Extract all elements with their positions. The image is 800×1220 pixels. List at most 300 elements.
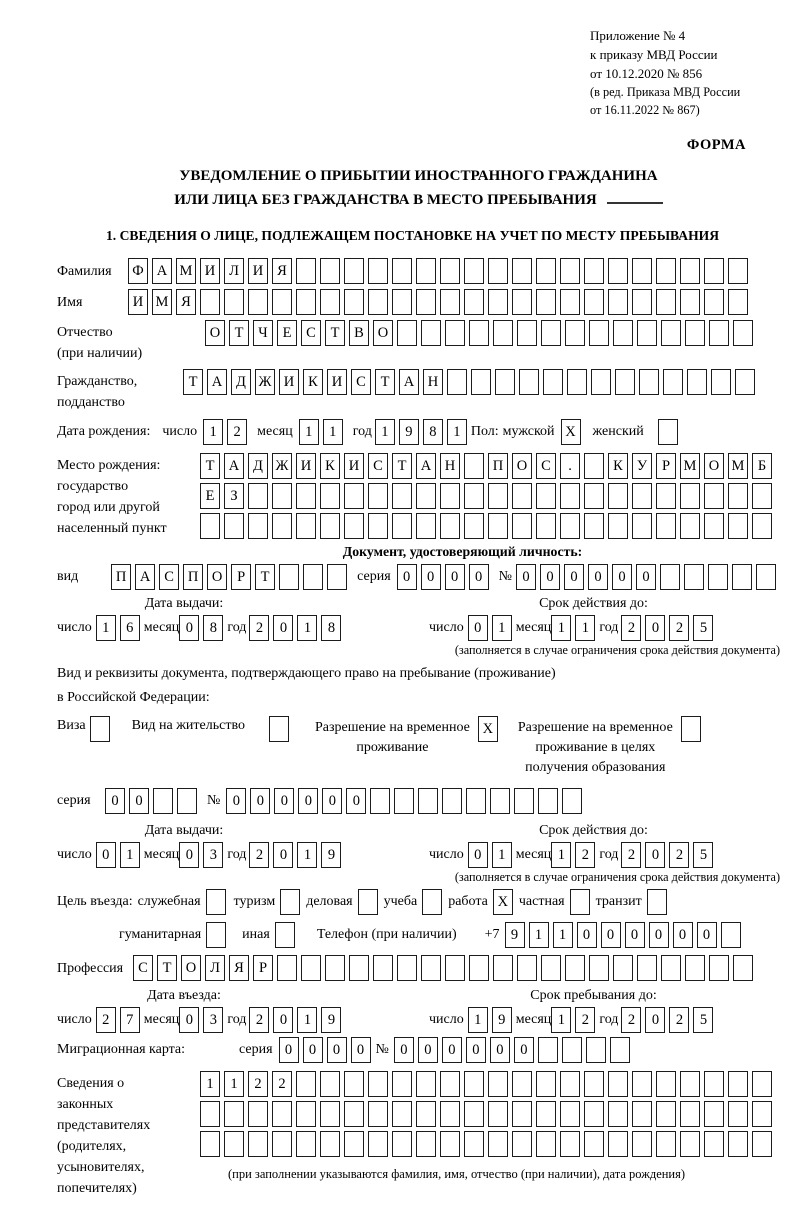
char-cell[interactable] — [752, 1131, 772, 1157]
char-cell[interactable]: 9 — [399, 419, 419, 445]
char-cell[interactable]: 0 — [226, 788, 246, 814]
char-cell[interactable]: 0 — [346, 788, 366, 814]
temp-permit-edu-checkbox[interactable] — [681, 716, 701, 742]
char-cell[interactable]: 0 — [601, 922, 621, 948]
char-cell[interactable] — [495, 369, 515, 395]
char-cell[interactable] — [466, 788, 486, 814]
char-cell[interactable] — [464, 453, 484, 479]
char-cell[interactable]: 3 — [203, 842, 223, 868]
char-cell[interactable]: 1 — [323, 419, 343, 445]
char-cell[interactable]: 0 — [279, 1037, 299, 1063]
other-checkbox[interactable] — [275, 922, 295, 948]
char-cell[interactable]: 9 — [505, 922, 525, 948]
char-cell[interactable] — [680, 258, 700, 284]
char-cell[interactable] — [416, 483, 436, 509]
char-cell[interactable]: 8 — [203, 615, 223, 641]
char-cell[interactable] — [684, 564, 704, 590]
char-cell[interactable]: 1 — [96, 615, 116, 641]
char-cell[interactable]: 2 — [621, 842, 641, 868]
char-cell[interactable] — [584, 453, 604, 479]
char-cell[interactable]: О — [704, 453, 724, 479]
char-cell[interactable] — [392, 1131, 412, 1157]
char-cell[interactable] — [560, 1101, 580, 1127]
char-cell[interactable] — [632, 289, 652, 315]
char-cell[interactable] — [344, 513, 364, 539]
char-cell[interactable]: 8 — [321, 615, 341, 641]
char-cell[interactable] — [368, 1131, 388, 1157]
char-cell[interactable] — [632, 1071, 652, 1097]
char-cell[interactable] — [368, 258, 388, 284]
char-cell[interactable]: 0 — [564, 564, 584, 590]
char-cell[interactable]: А — [207, 369, 227, 395]
char-cell[interactable]: 0 — [649, 922, 669, 948]
char-cell[interactable] — [680, 1101, 700, 1127]
char-cell[interactable] — [562, 788, 582, 814]
char-cell[interactable]: 0 — [179, 842, 199, 868]
char-cell[interactable] — [248, 289, 268, 315]
char-cell[interactable]: 1 — [120, 842, 140, 868]
char-cell[interactable] — [584, 289, 604, 315]
char-cell[interactable]: . — [560, 453, 580, 479]
char-cell[interactable]: 2 — [669, 842, 689, 868]
char-cell[interactable]: 0 — [129, 788, 149, 814]
char-cell[interactable] — [608, 289, 628, 315]
char-cell[interactable] — [613, 320, 633, 346]
char-cell[interactable]: 0 — [516, 564, 536, 590]
char-cell[interactable] — [584, 1071, 604, 1097]
char-cell[interactable] — [488, 483, 508, 509]
char-cell[interactable] — [344, 289, 364, 315]
char-cell[interactable]: А — [152, 258, 172, 284]
char-cell[interactable]: 5 — [693, 1007, 713, 1033]
char-cell[interactable] — [224, 1131, 244, 1157]
char-cell[interactable]: 1 — [492, 615, 512, 641]
char-cell[interactable] — [728, 258, 748, 284]
char-cell[interactable]: И — [279, 369, 299, 395]
char-cell[interactable]: С — [159, 564, 179, 590]
char-cell[interactable]: М — [176, 258, 196, 284]
char-cell[interactable] — [687, 369, 707, 395]
char-cell[interactable]: Т — [255, 564, 275, 590]
char-cell[interactable] — [728, 1101, 748, 1127]
char-cell[interactable] — [538, 1037, 558, 1063]
char-cell[interactable]: 2 — [227, 419, 247, 445]
char-cell[interactable] — [440, 483, 460, 509]
char-cell[interactable]: 2 — [249, 615, 269, 641]
char-cell[interactable] — [200, 289, 220, 315]
char-cell[interactable] — [560, 289, 580, 315]
char-cell[interactable]: 0 — [645, 1007, 665, 1033]
char-cell[interactable]: Е — [277, 320, 297, 346]
char-cell[interactable]: И — [200, 258, 220, 284]
char-cell[interactable] — [562, 1037, 582, 1063]
char-cell[interactable]: 0 — [588, 564, 608, 590]
char-cell[interactable] — [680, 1131, 700, 1157]
char-cell[interactable] — [538, 788, 558, 814]
char-cell[interactable] — [721, 922, 741, 948]
char-cell[interactable]: С — [536, 453, 556, 479]
char-cell[interactable]: Р — [253, 955, 273, 981]
char-cell[interactable] — [445, 320, 465, 346]
char-cell[interactable]: М — [680, 453, 700, 479]
char-cell[interactable] — [200, 1131, 220, 1157]
humanitarian-checkbox[interactable] — [206, 922, 226, 948]
char-cell[interactable] — [656, 513, 676, 539]
char-cell[interactable]: 0 — [612, 564, 632, 590]
char-cell[interactable] — [177, 788, 197, 814]
char-cell[interactable]: Т — [375, 369, 395, 395]
char-cell[interactable] — [320, 483, 340, 509]
char-cell[interactable] — [728, 1131, 748, 1157]
char-cell[interactable] — [392, 289, 412, 315]
char-cell[interactable] — [567, 369, 587, 395]
char-cell[interactable]: К — [303, 369, 323, 395]
char-cell[interactable]: В — [349, 320, 369, 346]
char-cell[interactable] — [471, 369, 491, 395]
char-cell[interactable]: О — [181, 955, 201, 981]
char-cell[interactable] — [680, 1071, 700, 1097]
char-cell[interactable]: 1 — [551, 1007, 571, 1033]
char-cell[interactable]: 1 — [299, 419, 319, 445]
char-cell[interactable] — [514, 788, 534, 814]
char-cell[interactable] — [248, 483, 268, 509]
char-cell[interactable] — [752, 1101, 772, 1127]
char-cell[interactable]: 1 — [297, 842, 317, 868]
char-cell[interactable] — [536, 513, 556, 539]
char-cell[interactable] — [272, 289, 292, 315]
char-cell[interactable] — [368, 513, 388, 539]
char-cell[interactable] — [349, 955, 369, 981]
char-cell[interactable] — [272, 1131, 292, 1157]
char-cell[interactable] — [224, 513, 244, 539]
temp-permit-checkbox[interactable]: X — [478, 716, 498, 742]
char-cell[interactable]: 0 — [179, 615, 199, 641]
char-cell[interactable] — [320, 1101, 340, 1127]
char-cell[interactable] — [584, 483, 604, 509]
char-cell[interactable]: З — [224, 483, 244, 509]
char-cell[interactable]: 0 — [273, 1007, 293, 1033]
char-cell[interactable] — [517, 320, 537, 346]
char-cell[interactable] — [320, 289, 340, 315]
char-cell[interactable]: Н — [440, 453, 460, 479]
char-cell[interactable] — [344, 1101, 364, 1127]
char-cell[interactable] — [704, 258, 724, 284]
char-cell[interactable] — [325, 955, 345, 981]
char-cell[interactable] — [368, 1101, 388, 1127]
char-cell[interactable] — [560, 513, 580, 539]
char-cell[interactable] — [639, 369, 659, 395]
char-cell[interactable]: 0 — [673, 922, 693, 948]
char-cell[interactable] — [512, 1071, 532, 1097]
char-cell[interactable] — [296, 1131, 316, 1157]
char-cell[interactable] — [392, 1101, 412, 1127]
char-cell[interactable] — [704, 513, 724, 539]
char-cell[interactable] — [586, 1037, 606, 1063]
char-cell[interactable] — [613, 955, 633, 981]
char-cell[interactable]: 0 — [514, 1037, 534, 1063]
char-cell[interactable]: Т — [157, 955, 177, 981]
char-cell[interactable] — [394, 788, 414, 814]
char-cell[interactable]: 2 — [575, 842, 595, 868]
char-cell[interactable] — [440, 258, 460, 284]
char-cell[interactable]: 0 — [445, 564, 465, 590]
char-cell[interactable]: Е — [200, 483, 220, 509]
char-cell[interactable]: 0 — [273, 842, 293, 868]
char-cell[interactable]: 0 — [421, 564, 441, 590]
char-cell[interactable] — [373, 955, 393, 981]
char-cell[interactable] — [397, 955, 417, 981]
char-cell[interactable] — [608, 1071, 628, 1097]
char-cell[interactable]: К — [320, 453, 340, 479]
official-checkbox[interactable] — [206, 889, 226, 915]
char-cell[interactable]: У — [632, 453, 652, 479]
char-cell[interactable]: И — [128, 289, 148, 315]
char-cell[interactable]: И — [248, 258, 268, 284]
char-cell[interactable]: Р — [656, 453, 676, 479]
char-cell[interactable] — [632, 1101, 652, 1127]
char-cell[interactable] — [416, 1101, 436, 1127]
char-cell[interactable] — [608, 1131, 628, 1157]
char-cell[interactable]: 1 — [224, 1071, 244, 1097]
char-cell[interactable]: 0 — [250, 788, 270, 814]
char-cell[interactable]: 1 — [468, 1007, 488, 1033]
char-cell[interactable] — [536, 289, 556, 315]
char-cell[interactable] — [632, 483, 652, 509]
char-cell[interactable]: 2 — [621, 1007, 641, 1033]
char-cell[interactable] — [656, 1071, 676, 1097]
char-cell[interactable] — [392, 483, 412, 509]
char-cell[interactable]: Р — [231, 564, 251, 590]
char-cell[interactable]: Н — [423, 369, 443, 395]
char-cell[interactable] — [301, 955, 321, 981]
char-cell[interactable] — [320, 513, 340, 539]
char-cell[interactable] — [488, 1071, 508, 1097]
char-cell[interactable]: 0 — [303, 1037, 323, 1063]
char-cell[interactable] — [704, 483, 724, 509]
char-cell[interactable] — [416, 1071, 436, 1097]
char-cell[interactable] — [752, 513, 772, 539]
sex-male-checkbox[interactable]: X — [561, 419, 581, 445]
char-cell[interactable] — [536, 1071, 556, 1097]
char-cell[interactable] — [464, 1071, 484, 1097]
char-cell[interactable]: Ж — [255, 369, 275, 395]
char-cell[interactable] — [656, 1101, 676, 1127]
char-cell[interactable] — [560, 258, 580, 284]
char-cell[interactable]: 0 — [351, 1037, 371, 1063]
char-cell[interactable] — [536, 258, 556, 284]
char-cell[interactable] — [440, 1131, 460, 1157]
char-cell[interactable]: 1 — [375, 419, 395, 445]
char-cell[interactable] — [661, 955, 681, 981]
char-cell[interactable]: О — [373, 320, 393, 346]
char-cell[interactable] — [661, 320, 681, 346]
char-cell[interactable]: 8 — [423, 419, 443, 445]
char-cell[interactable] — [608, 258, 628, 284]
char-cell[interactable] — [711, 369, 731, 395]
char-cell[interactable] — [421, 320, 441, 346]
char-cell[interactable]: Т — [200, 453, 220, 479]
char-cell[interactable]: М — [728, 453, 748, 479]
char-cell[interactable] — [224, 289, 244, 315]
char-cell[interactable]: 0 — [577, 922, 597, 948]
char-cell[interactable] — [728, 513, 748, 539]
char-cell[interactable]: П — [488, 453, 508, 479]
char-cell[interactable] — [296, 513, 316, 539]
study-checkbox[interactable] — [422, 889, 442, 915]
char-cell[interactable] — [464, 513, 484, 539]
char-cell[interactable]: 0 — [179, 1007, 199, 1033]
char-cell[interactable] — [200, 1101, 220, 1127]
char-cell[interactable] — [733, 320, 753, 346]
char-cell[interactable] — [296, 1071, 316, 1097]
char-cell[interactable] — [464, 1131, 484, 1157]
char-cell[interactable]: 1 — [551, 615, 571, 641]
char-cell[interactable] — [488, 258, 508, 284]
char-cell[interactable]: 0 — [96, 842, 116, 868]
sex-female-checkbox[interactable] — [658, 419, 678, 445]
char-cell[interactable] — [344, 483, 364, 509]
char-cell[interactable]: 0 — [274, 788, 294, 814]
char-cell[interactable] — [728, 289, 748, 315]
char-cell[interactable]: 9 — [321, 1007, 341, 1033]
char-cell[interactable]: О — [512, 453, 532, 479]
char-cell[interactable] — [320, 1071, 340, 1097]
transit-checkbox[interactable] — [647, 889, 667, 915]
char-cell[interactable] — [541, 320, 561, 346]
char-cell[interactable]: 0 — [468, 842, 488, 868]
char-cell[interactable] — [493, 955, 513, 981]
char-cell[interactable] — [445, 955, 465, 981]
char-cell[interactable] — [584, 1101, 604, 1127]
char-cell[interactable] — [591, 369, 611, 395]
char-cell[interactable] — [447, 369, 467, 395]
char-cell[interactable] — [416, 1131, 436, 1157]
char-cell[interactable] — [248, 1101, 268, 1127]
char-cell[interactable]: Д — [248, 453, 268, 479]
char-cell[interactable]: 9 — [321, 842, 341, 868]
visa-checkbox[interactable] — [90, 716, 110, 742]
char-cell[interactable]: 1 — [529, 922, 549, 948]
char-cell[interactable] — [660, 564, 680, 590]
char-cell[interactable] — [608, 483, 628, 509]
char-cell[interactable] — [272, 483, 292, 509]
char-cell[interactable]: Ж — [272, 453, 292, 479]
char-cell[interactable] — [728, 483, 748, 509]
char-cell[interactable]: 1 — [200, 1071, 220, 1097]
char-cell[interactable] — [680, 513, 700, 539]
char-cell[interactable] — [632, 258, 652, 284]
char-cell[interactable] — [279, 564, 299, 590]
char-cell[interactable]: П — [111, 564, 131, 590]
char-cell[interactable] — [464, 1101, 484, 1127]
char-cell[interactable] — [517, 955, 537, 981]
char-cell[interactable] — [272, 1101, 292, 1127]
char-cell[interactable] — [392, 513, 412, 539]
char-cell[interactable]: С — [368, 453, 388, 479]
char-cell[interactable]: А — [224, 453, 244, 479]
char-cell[interactable]: О — [205, 320, 225, 346]
char-cell[interactable]: 0 — [645, 615, 665, 641]
char-cell[interactable] — [296, 483, 316, 509]
char-cell[interactable] — [320, 258, 340, 284]
char-cell[interactable]: Л — [224, 258, 244, 284]
char-cell[interactable]: 0 — [636, 564, 656, 590]
char-cell[interactable] — [560, 483, 580, 509]
char-cell[interactable]: 2 — [669, 1007, 689, 1033]
char-cell[interactable]: 1 — [297, 615, 317, 641]
char-cell[interactable] — [344, 1131, 364, 1157]
char-cell[interactable] — [536, 1131, 556, 1157]
char-cell[interactable]: Л — [205, 955, 225, 981]
char-cell[interactable] — [442, 788, 462, 814]
char-cell[interactable]: 1 — [447, 419, 467, 445]
char-cell[interactable] — [344, 258, 364, 284]
char-cell[interactable] — [608, 513, 628, 539]
char-cell[interactable] — [610, 1037, 630, 1063]
char-cell[interactable] — [416, 289, 436, 315]
char-cell[interactable]: С — [301, 320, 321, 346]
char-cell[interactable] — [637, 955, 657, 981]
char-cell[interactable] — [512, 258, 532, 284]
char-cell[interactable] — [488, 513, 508, 539]
char-cell[interactable] — [637, 320, 657, 346]
char-cell[interactable] — [277, 955, 297, 981]
char-cell[interactable] — [704, 1101, 724, 1127]
char-cell[interactable]: 5 — [693, 842, 713, 868]
char-cell[interactable] — [680, 289, 700, 315]
char-cell[interactable]: 1 — [553, 922, 573, 948]
char-cell[interactable] — [320, 1131, 340, 1157]
char-cell[interactable]: 1 — [575, 615, 595, 641]
char-cell[interactable]: 2 — [669, 615, 689, 641]
char-cell[interactable] — [656, 1131, 676, 1157]
char-cell[interactable]: И — [296, 453, 316, 479]
char-cell[interactable] — [469, 320, 489, 346]
char-cell[interactable]: 5 — [693, 615, 713, 641]
char-cell[interactable]: 2 — [621, 615, 641, 641]
char-cell[interactable]: 0 — [468, 615, 488, 641]
char-cell[interactable]: Т — [392, 453, 412, 479]
char-cell[interactable] — [296, 1101, 316, 1127]
char-cell[interactable]: 1 — [203, 419, 223, 445]
char-cell[interactable]: О — [207, 564, 227, 590]
char-cell[interactable] — [685, 955, 705, 981]
char-cell[interactable]: 0 — [540, 564, 560, 590]
char-cell[interactable]: Б — [752, 453, 772, 479]
char-cell[interactable]: А — [399, 369, 419, 395]
char-cell[interactable] — [488, 289, 508, 315]
char-cell[interactable] — [370, 788, 390, 814]
char-cell[interactable] — [680, 483, 700, 509]
char-cell[interactable] — [440, 513, 460, 539]
char-cell[interactable]: П — [183, 564, 203, 590]
char-cell[interactable] — [656, 289, 676, 315]
char-cell[interactable]: 2 — [249, 842, 269, 868]
char-cell[interactable]: К — [608, 453, 628, 479]
char-cell[interactable] — [560, 1131, 580, 1157]
char-cell[interactable]: А — [416, 453, 436, 479]
char-cell[interactable] — [704, 289, 724, 315]
char-cell[interactable]: Т — [183, 369, 203, 395]
char-cell[interactable] — [663, 369, 683, 395]
char-cell[interactable] — [728, 1071, 748, 1097]
char-cell[interactable] — [584, 513, 604, 539]
char-cell[interactable]: 7 — [120, 1007, 140, 1033]
char-cell[interactable]: С — [133, 955, 153, 981]
char-cell[interactable] — [296, 258, 316, 284]
char-cell[interactable] — [440, 289, 460, 315]
char-cell[interactable]: Я — [272, 258, 292, 284]
